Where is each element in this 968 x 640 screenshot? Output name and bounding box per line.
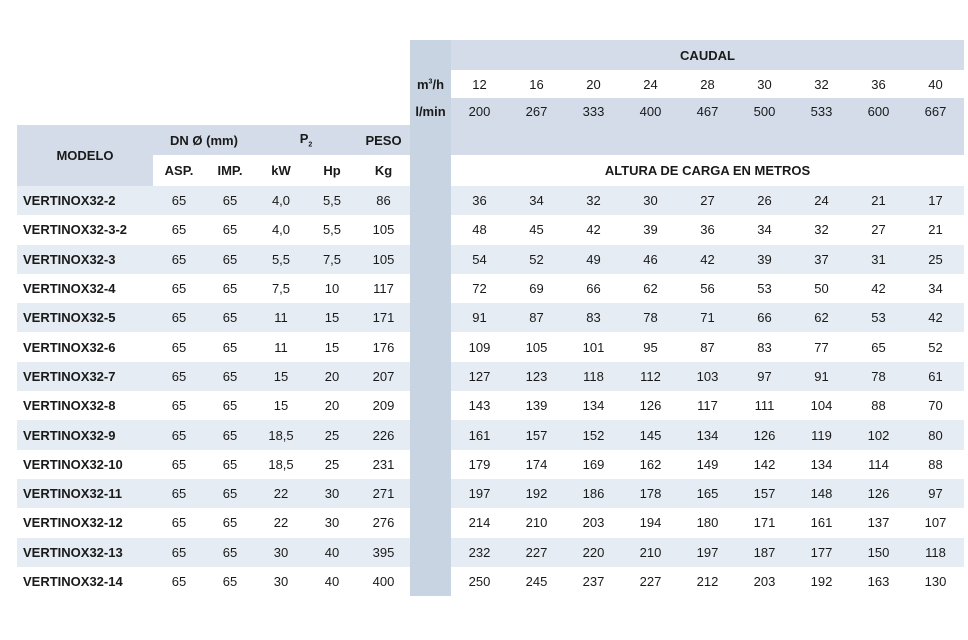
flow-m3h-value: 28 (679, 70, 736, 98)
asp-value: 65 (153, 215, 205, 244)
kg-value: 226 (357, 420, 410, 449)
hp-value: 5,5 (307, 215, 357, 244)
caudal-m3h-row (17, 70, 964, 98)
kg-value: 209 (357, 391, 410, 420)
asp-value: 65 (153, 420, 205, 449)
head-value: 32 (565, 186, 622, 215)
head-value: 227 (622, 567, 679, 596)
head-value: 161 (451, 420, 508, 449)
model-name: VERTINOX32-13 (17, 538, 153, 567)
head-value: 142 (736, 450, 793, 479)
head-value: 34 (907, 274, 964, 303)
kw-value: 7,5 (255, 274, 307, 303)
model-name: VERTINOX32-7 (17, 362, 153, 391)
table-row (17, 274, 964, 303)
head-value: 36 (451, 186, 508, 215)
kg-value: 117 (357, 274, 410, 303)
asp-value: 65 (153, 303, 205, 332)
head-value: 61 (907, 362, 964, 391)
head-value: 25 (907, 245, 964, 274)
head-value: 214 (451, 508, 508, 537)
head-value: 139 (508, 391, 565, 420)
kg-value: 105 (357, 245, 410, 274)
table-row (17, 567, 964, 596)
kw-value: 18,5 (255, 450, 307, 479)
dn-header: DN Ø (mm) (153, 125, 255, 155)
hp-value: 20 (307, 391, 357, 420)
head-value: 34 (736, 215, 793, 244)
head-value: 180 (679, 508, 736, 537)
head-value: 97 (736, 362, 793, 391)
head-value: 109 (451, 332, 508, 361)
head-value: 77 (793, 332, 850, 361)
imp-value: 65 (205, 450, 255, 479)
hp-value: 15 (307, 303, 357, 332)
head-value: 174 (508, 450, 565, 479)
head-value: 37 (793, 245, 850, 274)
head-value: 192 (508, 479, 565, 508)
kw-value: 5,5 (255, 245, 307, 274)
table-row (17, 508, 964, 537)
imp-value: 65 (205, 362, 255, 391)
kg-value: 271 (357, 479, 410, 508)
flow-lmin-value: 400 (622, 98, 679, 125)
flow-m3h-value: 40 (907, 70, 964, 98)
kg-value: 176 (357, 332, 410, 361)
head-value: 149 (679, 450, 736, 479)
flow-lmin-value: 500 (736, 98, 793, 125)
head-value: 30 (622, 186, 679, 215)
head-value: 52 (508, 245, 565, 274)
hp-value: 20 (307, 362, 357, 391)
hp-header: Hp (307, 155, 357, 186)
head-value: 179 (451, 450, 508, 479)
head-value: 157 (736, 479, 793, 508)
header-row-1 (17, 125, 964, 155)
head-value: 42 (565, 215, 622, 244)
kg-value: 207 (357, 362, 410, 391)
head-value: 39 (736, 245, 793, 274)
flow-m3h-value: 24 (622, 70, 679, 98)
head-value: 197 (451, 479, 508, 508)
model-name: VERTINOX32-2 (17, 186, 153, 215)
head-value: 117 (679, 391, 736, 420)
head-value: 134 (565, 391, 622, 420)
head-value: 88 (907, 450, 964, 479)
head-value: 91 (451, 303, 508, 332)
head-value: 97 (907, 479, 964, 508)
flow-lmin-value: 200 (451, 98, 508, 125)
imp-value: 65 (205, 479, 255, 508)
kw-value: 30 (255, 567, 307, 596)
head-value: 118 (907, 538, 964, 567)
hp-value: 10 (307, 274, 357, 303)
hp-value: 25 (307, 420, 357, 449)
head-value: 17 (907, 186, 964, 215)
performance-table (17, 40, 964, 596)
model-name: VERTINOX32-10 (17, 450, 153, 479)
head-value: 237 (565, 567, 622, 596)
header-row-2 (17, 155, 964, 186)
model-name: VERTINOX32-5 (17, 303, 153, 332)
table-row (17, 391, 964, 420)
asp-value: 65 (153, 450, 205, 479)
head-value: 21 (907, 215, 964, 244)
asp-value: 65 (153, 274, 205, 303)
head-value: 171 (736, 508, 793, 537)
model-name: VERTINOX32-4 (17, 274, 153, 303)
head-value: 197 (679, 538, 736, 567)
head-value: 169 (565, 450, 622, 479)
model-name: VERTINOX32-3-2 (17, 215, 153, 244)
kg-value: 395 (357, 538, 410, 567)
head-value: 192 (793, 567, 850, 596)
model-name: VERTINOX32-8 (17, 391, 153, 420)
head-value: 210 (508, 508, 565, 537)
table-row (17, 303, 964, 332)
head-value: 83 (565, 303, 622, 332)
head-value: 95 (622, 332, 679, 361)
head-value: 118 (565, 362, 622, 391)
head-value: 36 (679, 215, 736, 244)
kw-value: 22 (255, 508, 307, 537)
unit-lmin-label: l/min (410, 98, 451, 125)
peso-header: PESO (357, 125, 410, 155)
head-value: 150 (850, 538, 907, 567)
head-value: 48 (451, 215, 508, 244)
flow-lmin-value: 600 (850, 98, 907, 125)
head-value: 104 (793, 391, 850, 420)
head-value: 83 (736, 332, 793, 361)
flow-lmin-value: 467 (679, 98, 736, 125)
kg-header: Kg (357, 155, 410, 186)
head-value: 52 (907, 332, 964, 361)
head-value: 54 (451, 245, 508, 274)
table-row (17, 420, 964, 449)
hp-value: 30 (307, 479, 357, 508)
hp-value: 5,5 (307, 186, 357, 215)
altura-header: ALTURA DE CARGA EN METROS (451, 155, 964, 186)
head-value: 42 (679, 245, 736, 274)
model-name: VERTINOX32-6 (17, 332, 153, 361)
head-value: 87 (679, 332, 736, 361)
head-value: 39 (622, 215, 679, 244)
imp-value: 65 (205, 215, 255, 244)
head-value: 227 (508, 538, 565, 567)
caudal-title: CAUDAL (451, 40, 964, 70)
hp-value: 40 (307, 538, 357, 567)
head-value: 114 (850, 450, 907, 479)
head-value: 53 (850, 303, 907, 332)
head-value: 101 (565, 332, 622, 361)
head-value: 137 (850, 508, 907, 537)
flow-m3h-value: 36 (850, 70, 907, 98)
kg-value: 231 (357, 450, 410, 479)
hp-value: 25 (307, 450, 357, 479)
head-value: 162 (622, 450, 679, 479)
head-value: 107 (907, 508, 964, 537)
head-value: 165 (679, 479, 736, 508)
imp-header: IMP. (205, 155, 255, 186)
imp-value: 65 (205, 332, 255, 361)
head-value: 80 (907, 420, 964, 449)
head-value: 134 (679, 420, 736, 449)
head-value: 69 (508, 274, 565, 303)
head-value: 62 (622, 274, 679, 303)
head-value: 32 (793, 215, 850, 244)
head-value: 123 (508, 362, 565, 391)
head-value: 72 (451, 274, 508, 303)
imp-value: 65 (205, 303, 255, 332)
asp-value: 65 (153, 538, 205, 567)
head-value: 152 (565, 420, 622, 449)
head-value: 212 (679, 567, 736, 596)
head-value: 87 (508, 303, 565, 332)
kw-value: 15 (255, 391, 307, 420)
head-value: 24 (793, 186, 850, 215)
table-row (17, 332, 964, 361)
flow-lmin-value: 267 (508, 98, 565, 125)
head-value: 220 (565, 538, 622, 567)
asp-value: 65 (153, 245, 205, 274)
p2-header: $P_2$ (255, 125, 357, 155)
kg-value: 171 (357, 303, 410, 332)
flow-m3h-value: 30 (736, 70, 793, 98)
head-value: 102 (850, 420, 907, 449)
head-value: 210 (622, 538, 679, 567)
head-value: 250 (451, 567, 508, 596)
head-value: 163 (850, 567, 907, 596)
head-value: 78 (622, 303, 679, 332)
head-value: 45 (508, 215, 565, 244)
head-value: 65 (850, 332, 907, 361)
unit-m3h-label: $m^3/h$ (410, 70, 451, 98)
kw-header: kW (255, 155, 307, 186)
imp-value: 65 (205, 567, 255, 596)
head-value: 91 (793, 362, 850, 391)
hp-value: 15 (307, 332, 357, 361)
kw-value: 18,5 (255, 420, 307, 449)
asp-value: 65 (153, 479, 205, 508)
head-value: 130 (907, 567, 964, 596)
head-value: 50 (793, 274, 850, 303)
model-name: VERTINOX32-14 (17, 567, 153, 596)
flow-lmin-value: 667 (907, 98, 964, 125)
head-value: 177 (793, 538, 850, 567)
head-value: 186 (565, 479, 622, 508)
imp-value: 65 (205, 186, 255, 215)
head-value: 70 (907, 391, 964, 420)
asp-value: 65 (153, 332, 205, 361)
kg-value: 400 (357, 567, 410, 596)
asp-header: ASP. (153, 155, 205, 186)
kw-value: 30 (255, 538, 307, 567)
kw-value: 15 (255, 362, 307, 391)
head-value: 56 (679, 274, 736, 303)
table-row (17, 450, 964, 479)
head-value: 49 (565, 245, 622, 274)
model-name: VERTINOX32-3 (17, 245, 153, 274)
hp-value: 40 (307, 567, 357, 596)
head-value: 245 (508, 567, 565, 596)
head-value: 187 (736, 538, 793, 567)
table-row (17, 186, 964, 215)
imp-value: 65 (205, 245, 255, 274)
head-value: 71 (679, 303, 736, 332)
caudal-title-row (17, 40, 964, 70)
head-value: 53 (736, 274, 793, 303)
head-value: 126 (736, 420, 793, 449)
kw-value: 4,0 (255, 186, 307, 215)
kg-value: 276 (357, 508, 410, 537)
head-value: 203 (736, 567, 793, 596)
kg-value: 105 (357, 215, 410, 244)
hp-value: 7,5 (307, 245, 357, 274)
head-value: 126 (622, 391, 679, 420)
flow-lmin-value: 333 (565, 98, 622, 125)
head-value: 203 (565, 508, 622, 537)
kw-value: 4,0 (255, 215, 307, 244)
asp-value: 65 (153, 186, 205, 215)
model-name: VERTINOX32-9 (17, 420, 153, 449)
asp-value: 65 (153, 508, 205, 537)
imp-value: 65 (205, 274, 255, 303)
table-row (17, 245, 964, 274)
head-value: 88 (850, 391, 907, 420)
head-value: 34 (508, 186, 565, 215)
head-value: 112 (622, 362, 679, 391)
head-value: 27 (679, 186, 736, 215)
table-row (17, 538, 964, 567)
flow-m3h-value: 12 (451, 70, 508, 98)
head-value: 148 (793, 479, 850, 508)
kg-value: 86 (357, 186, 410, 215)
head-value: 157 (508, 420, 565, 449)
model-name: VERTINOX32-11 (17, 479, 153, 508)
head-value: 178 (622, 479, 679, 508)
head-value: 21 (850, 186, 907, 215)
caudal-lmin-row (17, 98, 964, 125)
head-value: 126 (850, 479, 907, 508)
flow-m3h-value: 16 (508, 70, 565, 98)
modelo-header: MODELO (17, 125, 153, 186)
imp-value: 65 (205, 538, 255, 567)
head-value: 46 (622, 245, 679, 274)
head-value: 27 (850, 215, 907, 244)
table-row (17, 479, 964, 508)
head-value: 119 (793, 420, 850, 449)
kw-value: 11 (255, 303, 307, 332)
head-value: 161 (793, 508, 850, 537)
head-value: 127 (451, 362, 508, 391)
head-value: 105 (508, 332, 565, 361)
head-value: 26 (736, 186, 793, 215)
kw-value: 11 (255, 332, 307, 361)
head-value: 194 (622, 508, 679, 537)
head-value: 145 (622, 420, 679, 449)
head-value: 66 (736, 303, 793, 332)
head-value: 232 (451, 538, 508, 567)
model-name: VERTINOX32-12 (17, 508, 153, 537)
flow-m3h-value: 20 (565, 70, 622, 98)
flow-m3h-value: 32 (793, 70, 850, 98)
flow-lmin-value: 533 (793, 98, 850, 125)
head-value: 111 (736, 391, 793, 420)
asp-value: 65 (153, 362, 205, 391)
head-value: 143 (451, 391, 508, 420)
imp-value: 65 (205, 391, 255, 420)
head-value: 31 (850, 245, 907, 274)
head-value: 42 (850, 274, 907, 303)
head-value: 78 (850, 362, 907, 391)
kw-value: 22 (255, 479, 307, 508)
head-value: 42 (907, 303, 964, 332)
asp-value: 65 (153, 567, 205, 596)
head-value: 62 (793, 303, 850, 332)
table-row (17, 362, 964, 391)
hp-value: 30 (307, 508, 357, 537)
head-value: 134 (793, 450, 850, 479)
head-value: 66 (565, 274, 622, 303)
asp-value: 65 (153, 391, 205, 420)
head-value: 103 (679, 362, 736, 391)
table-row (17, 215, 964, 244)
imp-value: 65 (205, 420, 255, 449)
imp-value: 65 (205, 508, 255, 537)
